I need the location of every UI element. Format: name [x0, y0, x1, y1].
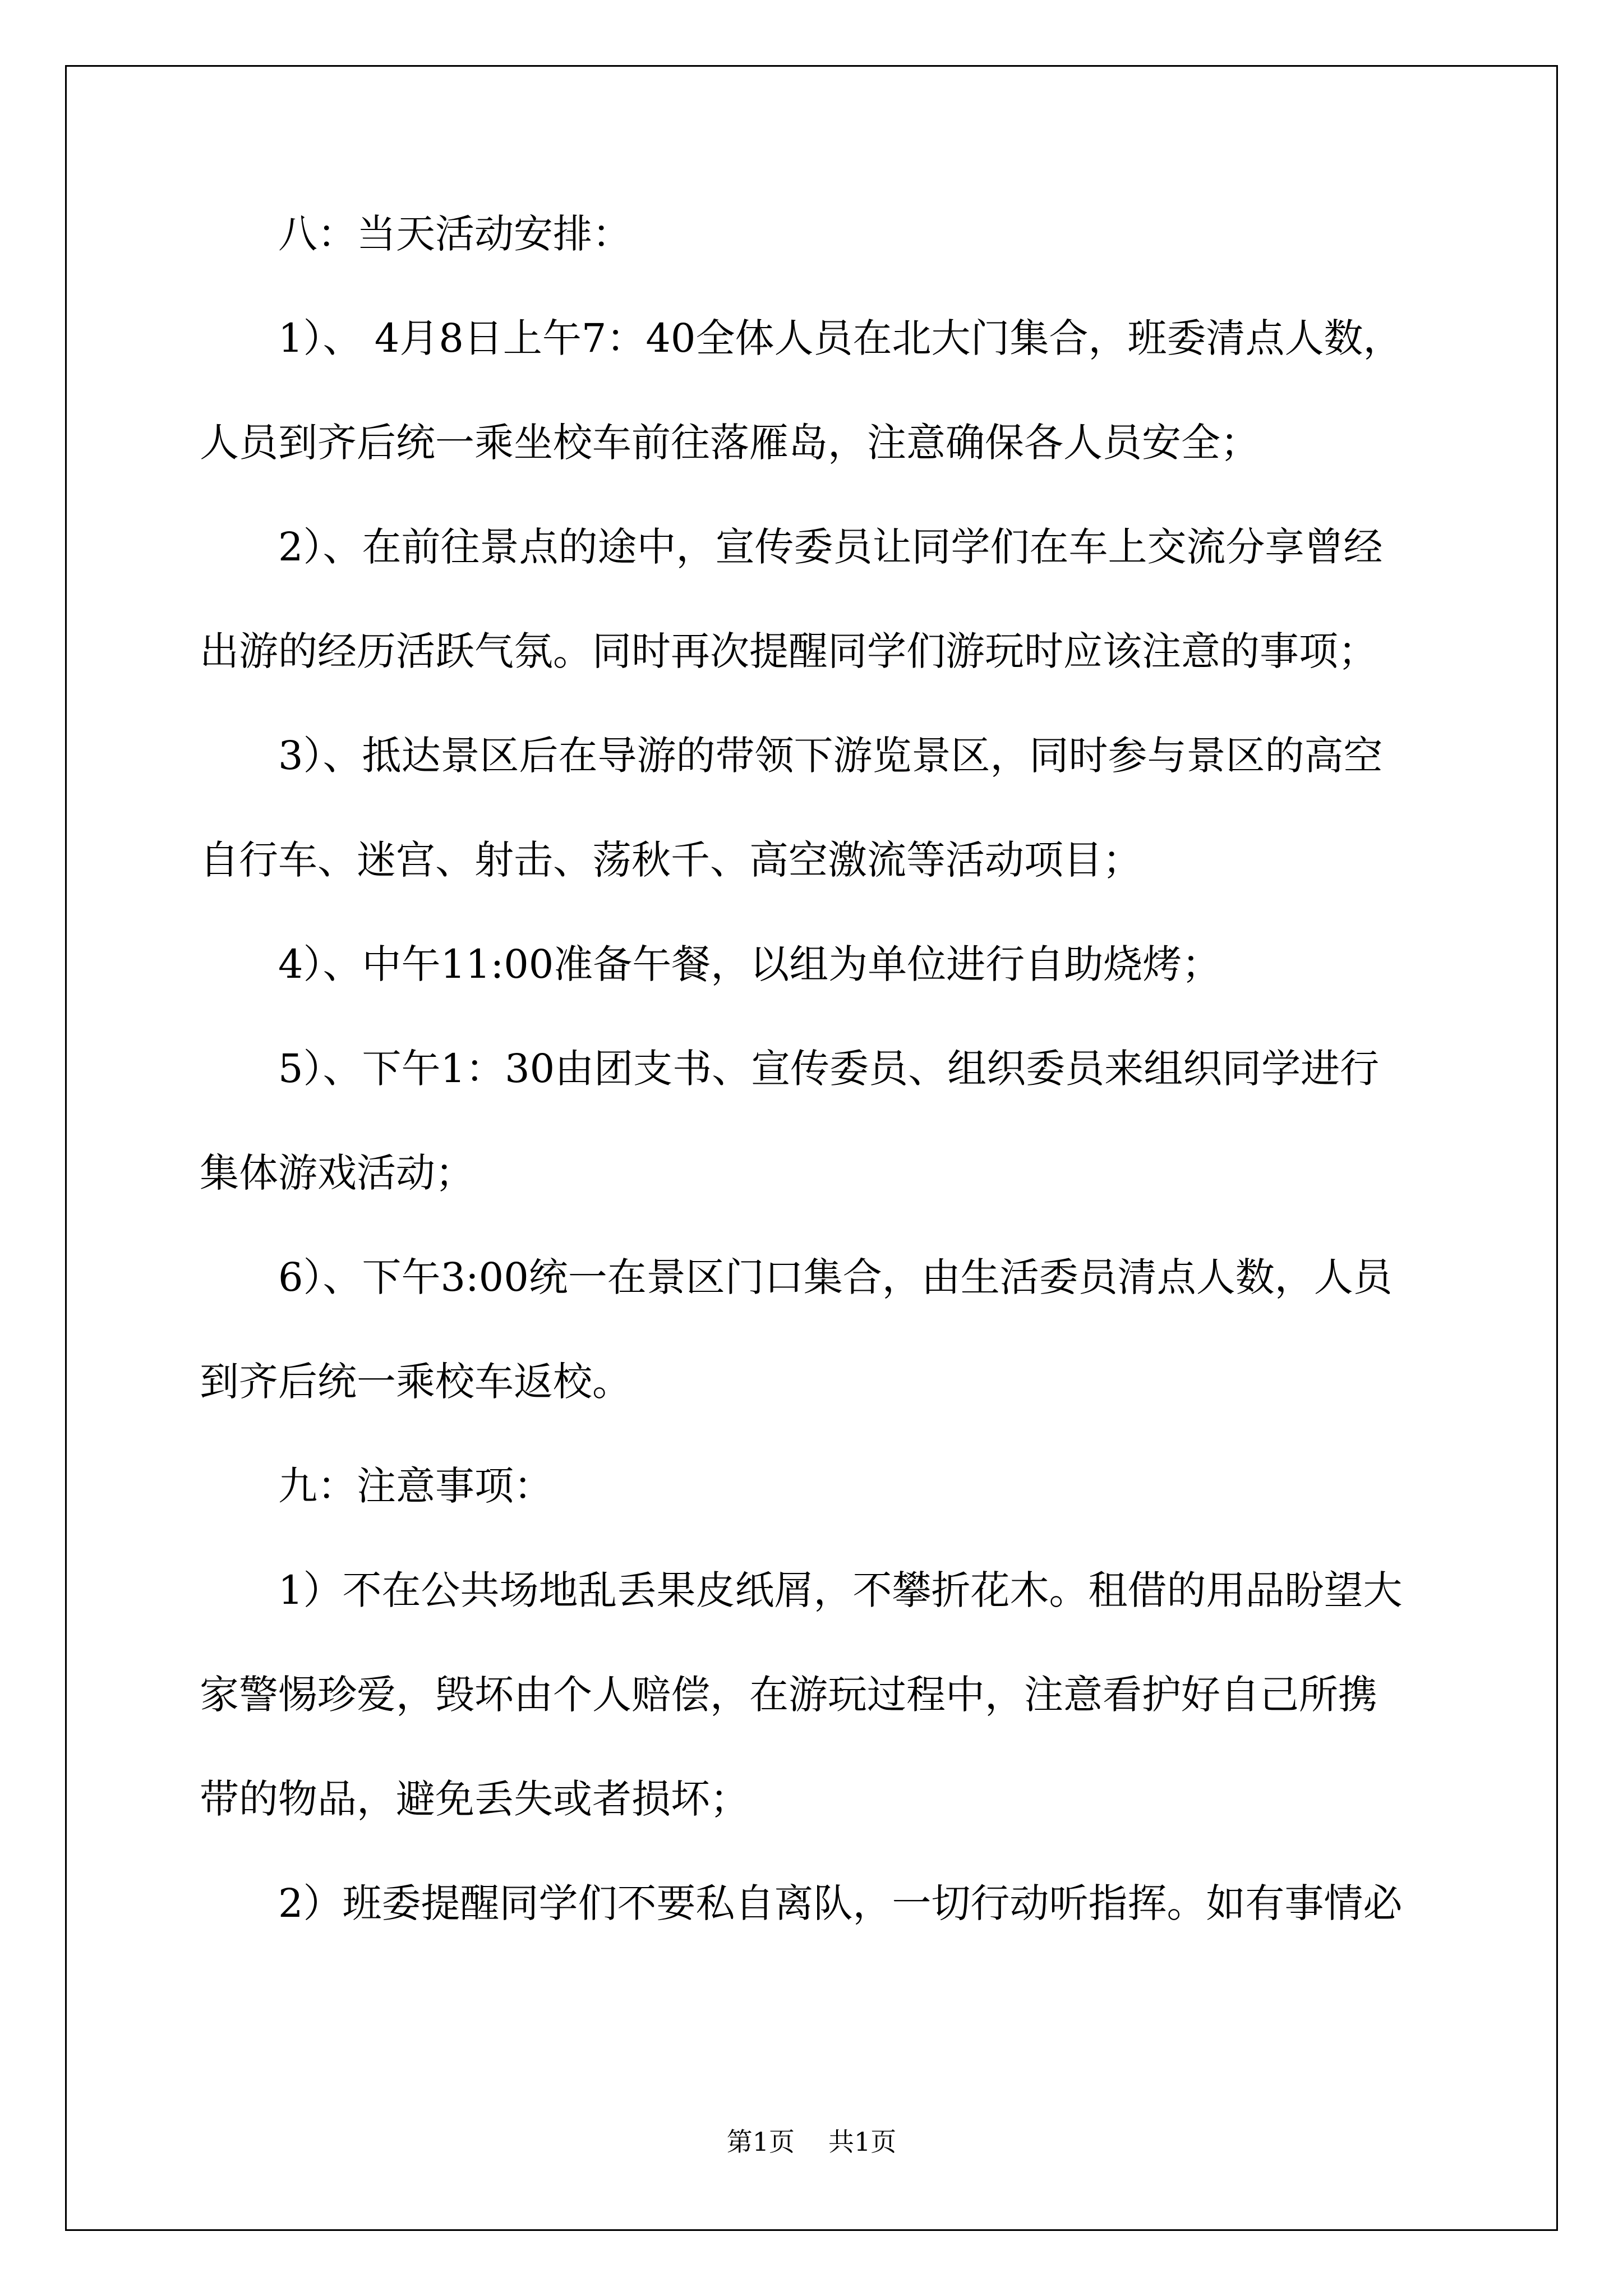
page-number: 第1页 — [726, 2127, 795, 2157]
paragraph-line: 到齐后统一乘校车返校。 — [200, 1359, 631, 1405]
paragraph-line: 带的物品，避免丢失或者损坏； — [200, 1776, 749, 1822]
page-footer — [0, 2125, 1623, 2159]
paragraph-line: 自行车、迷宫、射击、荡秋千、高空激流等活动项目； — [200, 837, 1142, 883]
paragraph-line: 6）、下午3:00统一在景区门口集合，由生活委员清点人数，人员 — [278, 1254, 1393, 1300]
paragraph-line: 人员到齐后统一乘坐校车前往落雁岛，注意确保各人员安全； — [200, 420, 1260, 466]
paragraph-line: 家警惕珍爱，毁坏由个人赔偿，在游玩过程中，注意看护好自己所携 — [200, 1672, 1377, 1718]
paragraph-line: 集体游戏活动； — [200, 1150, 474, 1196]
paragraph-line: 4）、中午11:00准备午餐，以组为单位进行自助烧烤； — [278, 941, 1221, 987]
paragraph-line: 出游的经历活跃气氛。同时再次提醒同学们游玩时应该注意的事项； — [200, 628, 1377, 674]
page-total: 共1页 — [828, 2127, 897, 2157]
paragraph-line: 1）不在公共场地乱丢果皮纸屑，不攀折花木。租借的用品盼望大 — [278, 1567, 1403, 1613]
paragraph-line: 2）班委提醒同学们不要私自离队，一切行动听指挥。如有事情必 — [278, 1880, 1403, 1926]
paragraph-line: 1）、 4月8日上午7：40全体人员在北大门集合，班委清点人数， — [278, 315, 1403, 361]
paragraph-line: 3）、抵达景区后在导游的带领下游览景区，同时参与景区的高空 — [278, 733, 1383, 779]
paragraph-line: 5）、下午1：30由团支书、宣传委员、组织委员来组织同学进行 — [278, 1046, 1380, 1092]
section-heading-9: 九：注意事项： — [278, 1463, 553, 1509]
paragraph-line: 2）、在前往景点的途中，宣传委员让同学们在车上交流分享曾经 — [278, 524, 1383, 570]
section-heading-8: 八：当天活动安排： — [278, 211, 631, 257]
